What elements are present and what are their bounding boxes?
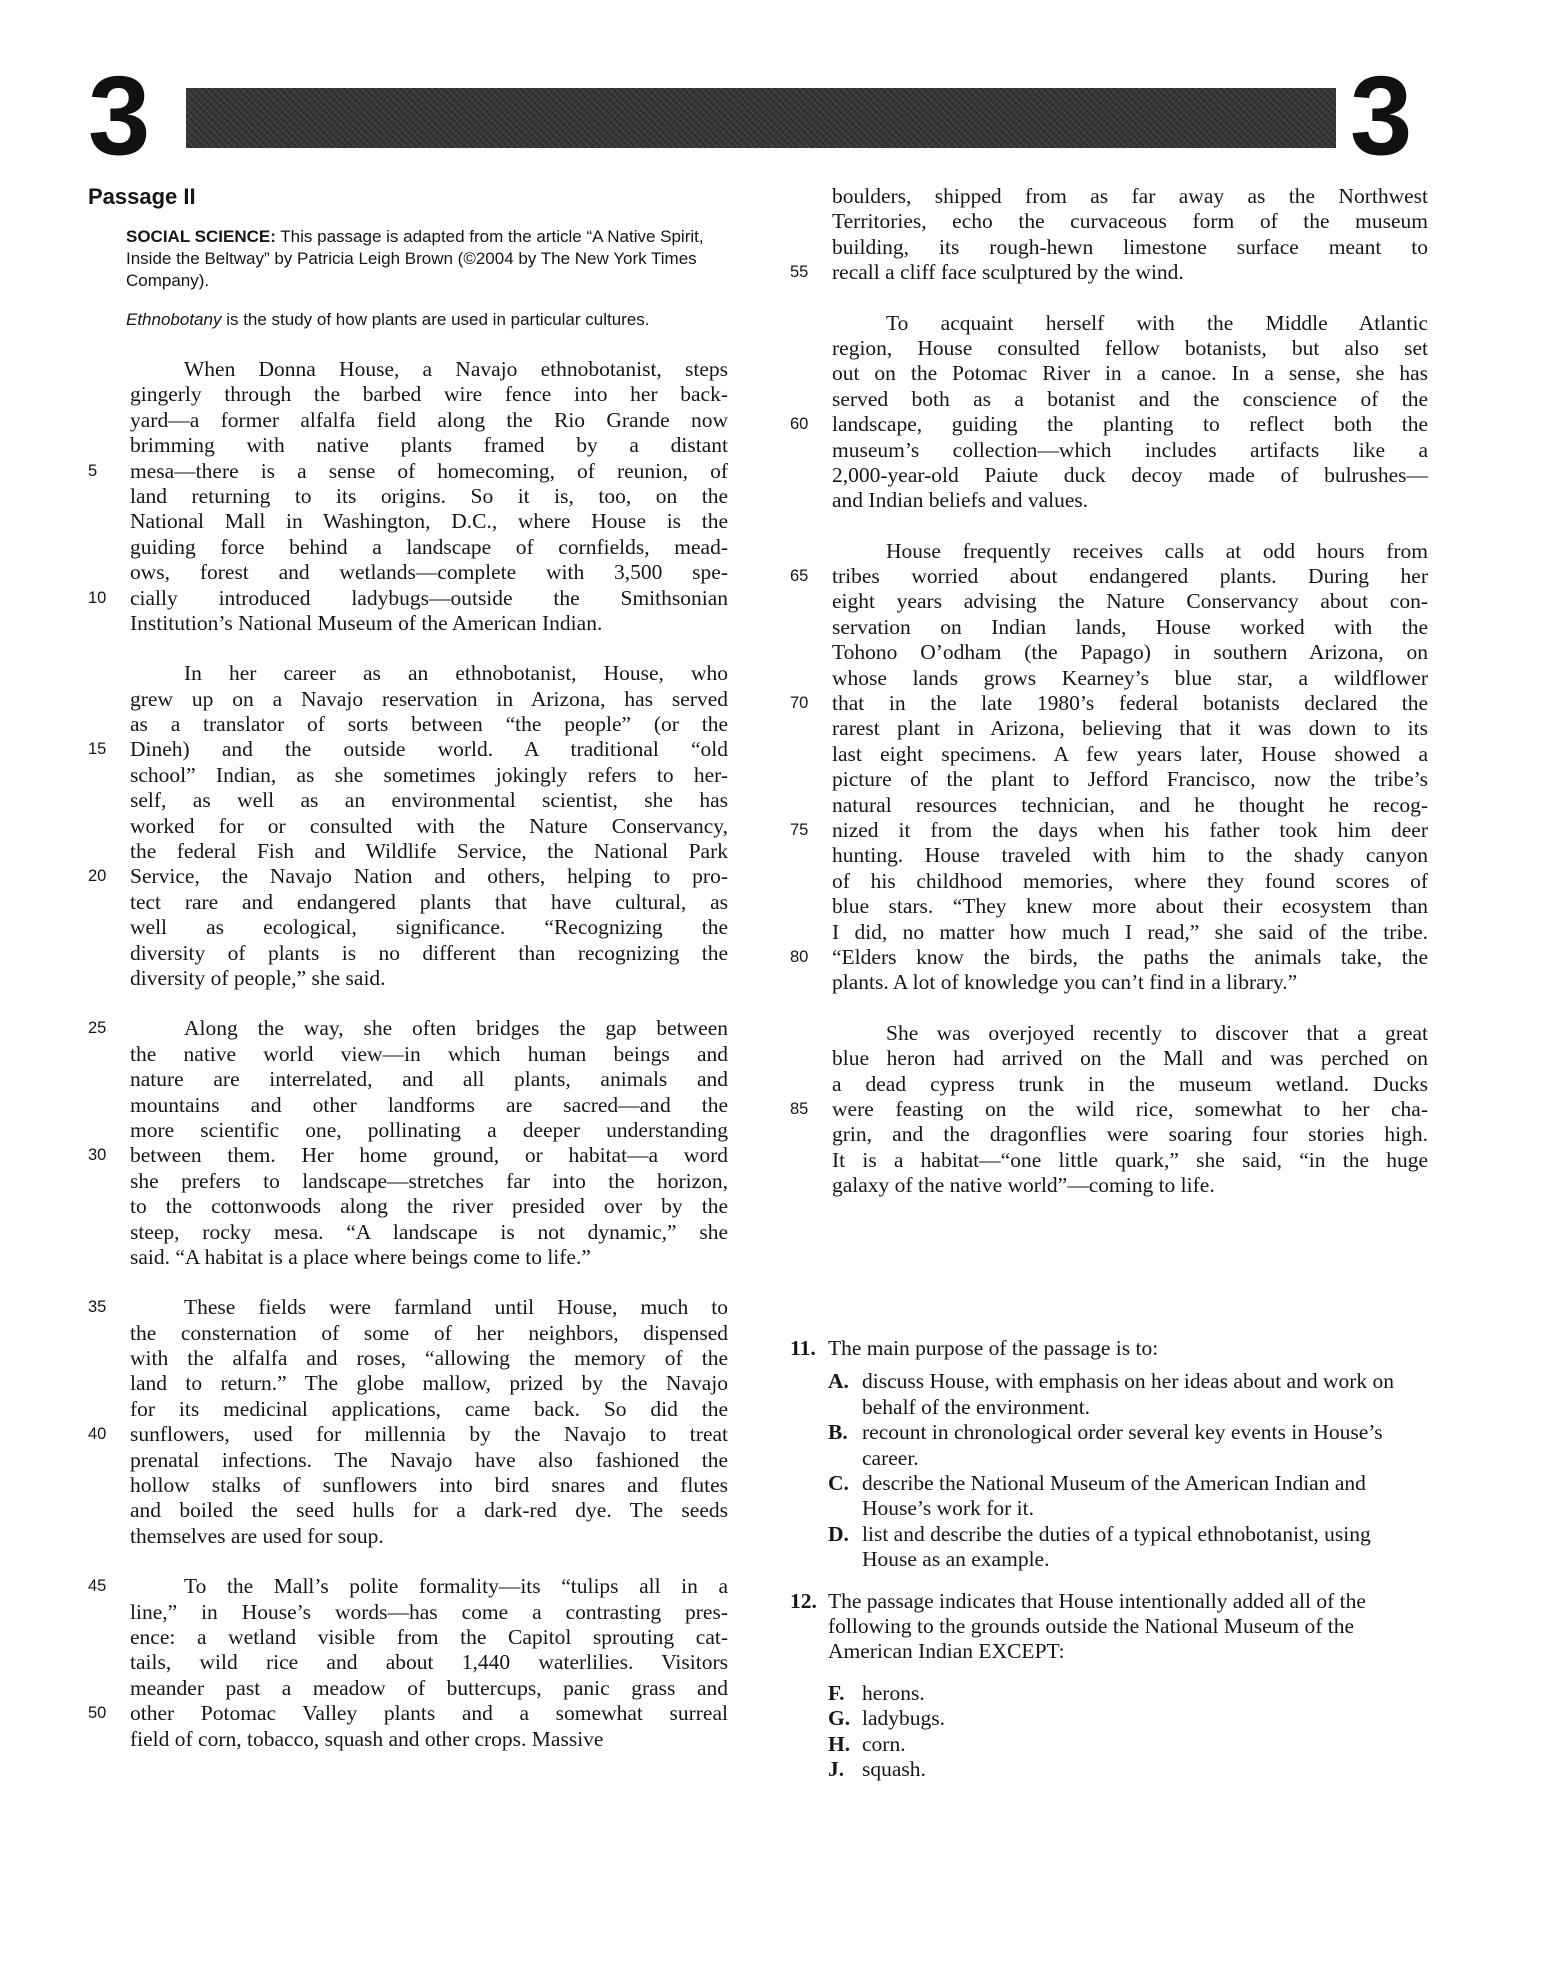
ethnobotany-note bbox=[126, 309, 728, 331]
passage-line: blue heron had arrived on the Mall and was perched on bbox=[832, 1046, 1428, 1071]
passage-line: plants. A lot of knowledge you can’t find in a library.” bbox=[832, 970, 1298, 995]
answer-option-b[interactable] bbox=[828, 1420, 1428, 1471]
passage-paragraph bbox=[790, 184, 1428, 286]
line-number: 50 bbox=[88, 1704, 107, 1723]
passage-line: galaxy of the native world”—coming to life. bbox=[832, 1173, 1215, 1198]
option-letter: A. bbox=[828, 1369, 849, 1394]
passage-line: served both as a botanist and the conscience of the bbox=[832, 386, 1428, 411]
passage-line: the federal Fish and Wildlife Service, the National Park bbox=[130, 839, 728, 864]
passage-line: tribes worried about endangered plants. During her bbox=[832, 564, 1428, 589]
question-12 bbox=[790, 1589, 1428, 1783]
passage-line: with the alfalfa and roses, “allowing the memory of the bbox=[130, 1346, 728, 1371]
passage-line: nized it from the days when his father took him deer bbox=[832, 817, 1428, 842]
answer-options bbox=[828, 1369, 1428, 1572]
question-number: 11. bbox=[790, 1336, 816, 1360]
line-number: 10 bbox=[88, 588, 107, 607]
passage-line: She was overjoyed recently to discover that a great bbox=[886, 1020, 1428, 1045]
passage-line: museum’s collection—which includes artifacts like a bbox=[832, 437, 1428, 462]
line-number: 70 bbox=[790, 694, 809, 713]
option-text: describe the National Museum of the American Indian and House’s work for it. bbox=[862, 1471, 1366, 1521]
passage-line: yard—a former alfalfa field along the Rio Grande now bbox=[130, 407, 728, 432]
option-text: corn. bbox=[862, 1731, 906, 1756]
passage-line: When Donna House, a Navajo ethnobotanist, steps bbox=[184, 357, 728, 381]
line-number: 75 bbox=[790, 821, 809, 840]
passage-line: It is a habitat—“one little quark,” she said, “in the huge bbox=[832, 1147, 1428, 1172]
answer-option-d[interactable] bbox=[828, 1522, 1428, 1573]
passage-line: sunflowers, used for millennia by the Navajo to treat bbox=[130, 1422, 728, 1447]
passage-line: land returning to its origins. So it is, too, on the bbox=[130, 483, 728, 508]
passage-line: of his childhood memories, where they found scores of bbox=[832, 868, 1428, 893]
answer-option-a[interactable] bbox=[828, 1369, 1428, 1420]
question-text: The main purpose of the passage is to: bbox=[828, 1336, 1159, 1360]
option-letter: D. bbox=[828, 1521, 849, 1546]
passage-line: eight years advising the Nature Conservancy about con- bbox=[832, 589, 1428, 614]
passage-line: guiding force behind a landscape of cornfields, mead- bbox=[130, 534, 728, 559]
passage-line: Institution’s National Museum of the American Indian. bbox=[130, 610, 603, 635]
passage-label: Passage II bbox=[88, 184, 196, 209]
passage-line: the native world view—in which human beings and bbox=[130, 1041, 728, 1066]
line-number: 40 bbox=[88, 1425, 107, 1444]
passage-paragraph bbox=[88, 1295, 728, 1549]
passage-paragraph bbox=[790, 539, 1428, 996]
passage-line: self, as well as an environmental scientist, she has bbox=[130, 788, 728, 813]
passage-line: diversity of people,” she said. bbox=[130, 965, 386, 990]
passage-line: In her career as an ethnobotanist, House, who bbox=[184, 661, 728, 686]
passage-column-right bbox=[790, 184, 1428, 1223]
line-number: 85 bbox=[790, 1099, 809, 1118]
passage-line: Service, the Navajo Nation and others, helping to pro- bbox=[130, 864, 728, 889]
passage-column-left bbox=[88, 184, 728, 1777]
passage-line: prenatal infections. The Navajo have also fashioned the bbox=[130, 1447, 728, 1472]
question-number: 12. bbox=[790, 1588, 817, 1613]
option-letter: H. bbox=[828, 1731, 851, 1756]
questions-section bbox=[790, 1336, 1428, 1799]
passage-line: Along the way, she often bridges the gap between bbox=[184, 1016, 728, 1041]
ethnobotany-definition: is the study of how plants are used in particular cultures. bbox=[221, 310, 650, 329]
passage-line: as a translator of sorts between “the people” (or the bbox=[130, 712, 728, 737]
passage-line: To acquaint herself with the Middle Atlantic bbox=[886, 310, 1428, 335]
passage-line: Territories, echo the curvaceous form of the museum bbox=[832, 209, 1428, 234]
passage-line: To the Mall’s polite formality—its “tulips all in a bbox=[184, 1574, 728, 1599]
option-letter: B. bbox=[828, 1420, 848, 1445]
section-number-right: 3 bbox=[1350, 53, 1413, 178]
source-note-text: This passage is adapted from the article “A Native Spirit, Inside the Beltway” by Patricia Leigh Brown (©2004 by The New York Times Company). bbox=[126, 227, 704, 290]
passage-line: whose lands grows Kearney’s blue star, a wildflower bbox=[832, 665, 1428, 690]
passage-line: were feasting on the wild rice, somewhat to her cha- bbox=[832, 1096, 1428, 1121]
section-number-left: 3 bbox=[88, 53, 151, 178]
passage-line: well as ecological, significance. “Recognizing the bbox=[130, 915, 728, 940]
passage-line: “Elders know the birds, the paths the animals take, the bbox=[832, 944, 1428, 969]
passage-line: region, House consulted fellow botanists, but also set bbox=[832, 335, 1428, 360]
passage-line: House frequently receives calls at odd hours from bbox=[886, 538, 1428, 563]
option-text: discuss House, with emphasis on her ideas about and work on behalf of the environment. bbox=[862, 1369, 1395, 1419]
line-number: 45 bbox=[88, 1577, 107, 1596]
passage-line: steep, rocky mesa. “A landscape is not dynamic,” she bbox=[130, 1219, 728, 1244]
answer-option-f[interactable] bbox=[828, 1681, 1428, 1706]
passage-line: recall a cliff face sculptured by the wind. bbox=[832, 260, 1184, 285]
answer-option-c[interactable] bbox=[828, 1471, 1428, 1522]
passage-line: to the cottonwoods along the river presided over by the bbox=[130, 1194, 728, 1219]
option-letter: C. bbox=[828, 1471, 849, 1496]
passage-paragraph bbox=[88, 357, 728, 636]
passage-line: These fields were farmland until House, much to bbox=[184, 1295, 728, 1320]
passage-line: worked for or consulted with the Nature Conservancy, bbox=[130, 813, 728, 838]
question-stem bbox=[790, 1589, 1428, 1665]
passage-line: mountains and other landforms are sacred—and the bbox=[130, 1092, 728, 1117]
passage-line: and Indian beliefs and values. bbox=[832, 488, 1089, 513]
passage-line: she prefers to landscape—stretches far into the horizon, bbox=[130, 1168, 728, 1193]
passage-line: I did, no matter how much I read,” she said of the tribe. bbox=[832, 919, 1428, 944]
passage-line: boulders, shipped from as far away as the Northwest bbox=[832, 184, 1428, 208]
passage-line: hunting. House traveled with him to the shady canyon bbox=[832, 843, 1428, 868]
passage-line: other Potomac Valley plants and a somewhat surreal bbox=[130, 1701, 728, 1726]
source-note bbox=[126, 226, 728, 292]
ethnobotany-term: Ethnobotany bbox=[126, 310, 222, 329]
passage-line: picture of the plant to Jefford Francisco, now the tribe’s bbox=[832, 767, 1428, 792]
question-text: The passage indicates that House intentionally added all of the following to the grounds outside the National Museum of the American Indian EXCEPT: bbox=[828, 1588, 1366, 1664]
passage-line: blue stars. “They knew more about their ecosystem than bbox=[832, 894, 1428, 919]
passage-line: ence: a wetland visible from the Capitol sprouting cat- bbox=[130, 1624, 728, 1649]
passage-line: brimming with native plants framed by a distant bbox=[130, 433, 728, 458]
passage-line: land to return.” The globe mallow, prized by the Navajo bbox=[130, 1371, 728, 1396]
option-text: squash. bbox=[862, 1757, 926, 1782]
line-number: 25 bbox=[88, 1019, 107, 1038]
line-number: 55 bbox=[790, 263, 809, 282]
option-text: list and describe the duties of a typical ethnobotanist, using House as an example. bbox=[862, 1521, 1371, 1572]
passage-line: 2,000-year-old Paiute duck decoy made of bulrushes— bbox=[832, 462, 1428, 487]
passage-line: hollow stalks of sunflowers into bird snares and flutes bbox=[130, 1473, 728, 1498]
option-text: recount in chronological order several key events in House’s career. bbox=[862, 1420, 1383, 1470]
passage-line: ows, forest and wetlands—complete with 3,500 spe- bbox=[130, 560, 728, 585]
passage-line: out on the Potomac River in a canoe. In a sense, she has bbox=[832, 361, 1428, 386]
answer-options bbox=[828, 1681, 1428, 1783]
passage-line: field of corn, tobacco, squash and other crops. Massive bbox=[130, 1726, 604, 1751]
option-letter: F. bbox=[828, 1680, 845, 1705]
option-text: ladybugs. bbox=[862, 1706, 946, 1731]
passage-line: gingerly through the barbed wire fence into her back- bbox=[130, 382, 728, 407]
passage-line: cially introduced ladybugs—outside the Smithsonian bbox=[130, 585, 728, 610]
line-number: 5 bbox=[88, 461, 98, 480]
passage-line: more scientific one, pollinating a deeper understanding bbox=[130, 1117, 728, 1142]
passage-line: tect rare and endangered plants that have cultural, as bbox=[130, 889, 728, 914]
passage-line: themselves are used for soup. bbox=[130, 1523, 384, 1548]
passage-line: said. “A habitat is a place where beings come to life.” bbox=[130, 1244, 591, 1269]
section-header-bar bbox=[186, 88, 1336, 148]
answer-option-g[interactable] bbox=[828, 1706, 1428, 1731]
passage-line: rarest plant in Arizona, believing that it was down to its bbox=[832, 716, 1428, 741]
passage-line: a dead cypress trunk in the museum wetland. Ducks bbox=[832, 1071, 1428, 1096]
passage-paragraph bbox=[88, 1016, 728, 1270]
line-number: 35 bbox=[88, 1298, 107, 1317]
passage-line: diversity of plants is no different than recognizing the bbox=[130, 940, 728, 965]
question-stem bbox=[790, 1336, 1428, 1361]
passage-line: between them. Her home ground, or habitat—a word bbox=[130, 1143, 728, 1168]
passage-paragraph bbox=[790, 311, 1428, 514]
line-number: 15 bbox=[88, 740, 107, 759]
line-number: 80 bbox=[790, 948, 809, 967]
passage-line: school” Indian, as she sometimes jokingly refers to her- bbox=[130, 762, 728, 787]
passage-line: landscape, guiding the planting to reflect both the bbox=[832, 412, 1428, 437]
answer-option-h[interactable] bbox=[828, 1732, 1428, 1757]
passage-line: grin, and the dragonflies were soaring four stories high. bbox=[832, 1122, 1428, 1147]
passage-line: last eight specimens. A few years later, House showed a bbox=[832, 741, 1428, 766]
passage-line: National Mall in Washington, D.C., where House is the bbox=[130, 509, 728, 534]
source-note-lead: SOCIAL SCIENCE: bbox=[126, 227, 276, 246]
passage-line: line,” in House’s words—has come a contrasting pres- bbox=[130, 1599, 728, 1624]
passage-line: mesa—there is a sense of homecoming, of reunion, of bbox=[130, 458, 728, 483]
line-number: 20 bbox=[88, 867, 107, 886]
passage-paragraph bbox=[88, 661, 728, 991]
line-number: 65 bbox=[790, 567, 809, 586]
passage-paragraph bbox=[88, 1574, 728, 1752]
passage-line: Dineh) and the outside world. A traditional “old bbox=[130, 737, 728, 762]
option-letter: G. bbox=[828, 1706, 851, 1731]
question-11 bbox=[790, 1336, 1428, 1573]
passage-line: nature are interrelated, and all plants, animals and bbox=[130, 1067, 728, 1092]
passage-line: that in the late 1980’s federal botanists declared the bbox=[832, 691, 1428, 716]
passage-line: tails, wild rice and about 1,440 waterlilies. Visitors bbox=[130, 1650, 728, 1675]
line-number: 60 bbox=[790, 415, 809, 434]
line-number: 30 bbox=[88, 1146, 107, 1165]
passage-line: the consternation of some of her neighbors, dispensed bbox=[130, 1320, 728, 1345]
passage-line: grew up on a Navajo reservation in Arizona, has served bbox=[130, 686, 728, 711]
passage-line: and boiled the seed hulls for a dark-red dye. The seeds bbox=[130, 1498, 728, 1523]
passage-line: natural resources technician, and he thought he recog- bbox=[832, 792, 1428, 817]
passage-paragraph bbox=[790, 1021, 1428, 1199]
passage-line: building, its rough-hewn limestone surface meant to bbox=[832, 234, 1428, 259]
passage-line: servation on Indian lands, House worked with the bbox=[832, 614, 1428, 639]
option-text: herons. bbox=[862, 1680, 925, 1705]
passage-line: for its medicinal applications, came back. So did the bbox=[130, 1396, 728, 1421]
answer-option-j[interactable] bbox=[828, 1757, 1428, 1782]
option-letter: J. bbox=[828, 1757, 845, 1782]
passage-line: meander past a meadow of buttercups, panic grass and bbox=[130, 1675, 728, 1700]
passage-line: Tohono O’odham (the Papago) in southern Arizona, on bbox=[832, 640, 1428, 665]
